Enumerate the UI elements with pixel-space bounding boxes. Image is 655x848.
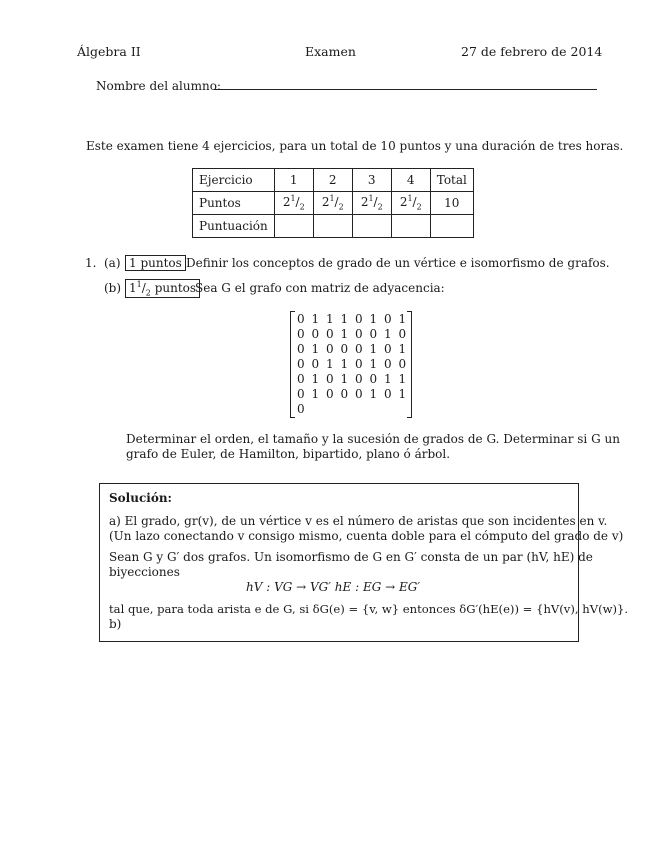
part-a-text: Definir los conceptos de grado de un vértice e isomorfismo de grafos. (186, 256, 610, 270)
matrix-cell: 1 (384, 327, 392, 341)
part-a-points-box: 1 puntos (125, 255, 186, 271)
matrix-cell: 1 (369, 342, 378, 356)
matrix-cell: 0 (355, 387, 363, 401)
score-table-score-row (193, 215, 474, 238)
part-b-text: Sea G el grafo con matriz de adyacencia: (195, 281, 445, 295)
matrix-cell: 1 (369, 357, 378, 371)
matrix-cell: 0 (326, 327, 334, 341)
table-header: 1 (274, 169, 313, 192)
matrix-cell: 1 (340, 312, 349, 326)
score-cell[interactable] (313, 215, 352, 238)
matrix-cell: 0 (384, 312, 392, 326)
solution-box (99, 483, 629, 642)
matrix-cell: 0 (355, 372, 363, 386)
course-name: Álgebra II (77, 44, 141, 59)
student-name-field[interactable] (214, 89, 597, 90)
part-b-question-line1: Determinar el orden, el tamaño y la sucesión de grados de G. Determinar si G un (126, 432, 620, 446)
solution-a-line2: (Un lazo conectando v consigo mismo, cuenta doble para el cómputo del grado de v) (109, 529, 624, 543)
solution-formula: hV : VG → VG′ hE : EG → EG′ (246, 580, 421, 594)
matrix-cell: 0 (311, 327, 320, 341)
part-b-label: (b) (104, 281, 122, 295)
solution-title: Solución: (109, 491, 172, 505)
matrix-cell: 0 (355, 342, 363, 356)
matrix-cell: 1 (398, 342, 407, 356)
matrix-cell: 0 (297, 372, 305, 386)
matrix-cell: 0 (297, 387, 305, 401)
matrix-cell: 1 (398, 312, 407, 326)
exercise-number: 1. (85, 256, 97, 270)
table-header: 3 (352, 169, 391, 192)
matrix-cell: 0 (384, 342, 392, 356)
matrix-cell: 0 (355, 312, 363, 326)
matrix-cell: 1 (311, 387, 320, 401)
matrix-cell: 0 (340, 387, 349, 401)
matrix-cell: 0 (398, 327, 407, 341)
matrix-cell: 1 (311, 312, 320, 326)
matrix-cell: 1 (398, 372, 407, 386)
exam-title: Examen (305, 44, 356, 59)
matrix-cell: 1 (398, 387, 407, 401)
matrix-cell: 0 (384, 357, 392, 371)
score-cell[interactable] (352, 215, 391, 238)
score-table-points-row (193, 192, 474, 215)
points-cell: $2^1/_2$ (352, 192, 391, 215)
matrix-cell: 1 (369, 312, 378, 326)
matrix-cell: 1 (311, 342, 320, 356)
points-label: Puntos (193, 192, 275, 215)
table-header: Ejercicio (193, 169, 275, 192)
matrix-cell: 0 (326, 387, 334, 401)
matrix-cell: 0 (311, 357, 320, 371)
solution-b-label: b) (109, 617, 122, 631)
matrix-cell: 0 (355, 357, 363, 371)
matrix-cell: 0 (384, 387, 392, 401)
exam-date: 27 de febrero de 2014 (461, 44, 603, 59)
part-b-question-line2: grafo de Euler, de Hamilton, bipartido, plano ó árbol. (126, 447, 451, 461)
score-table-header-row (193, 169, 474, 192)
score-table (192, 168, 474, 238)
matrix-cell: 0 (297, 342, 305, 356)
matrix-cell: 0 (355, 327, 363, 341)
solution-iso-line1: Sean G y G′ dos grafos. Un isomorfismo de G en G′ consta de un par (hV, hE) de (109, 550, 593, 564)
matrix-cell: 1 (384, 372, 392, 386)
score-cell[interactable] (430, 215, 473, 238)
table-header: Total (430, 169, 473, 192)
matrix-cell: 0 (297, 402, 305, 416)
adjacency-matrix (290, 311, 412, 418)
table-header: 2 (313, 169, 352, 192)
matrix-left-bracket (290, 311, 295, 418)
points-cell: $2^1/_2$ (391, 192, 430, 215)
matrix-cell: 0 (297, 357, 305, 371)
matrix-cell: 1 (326, 357, 334, 371)
score-cell[interactable] (274, 215, 313, 238)
matrix-cell: 0 (297, 327, 305, 341)
points-cell: $2^1/_2$ (313, 192, 352, 215)
matrix-cell: 1 (340, 357, 349, 371)
matrix-cell: 0 (326, 342, 334, 356)
student-name-label: Nombre del alumno: (96, 79, 221, 93)
solution-iso-line3: tal que, para toda arista e de G, si δG(e) = {v, w} entonces δG′(hE(e)) = {hV(v), hV(w)}. (109, 602, 629, 616)
score-label: Puntuación (193, 215, 275, 238)
matrix-cell: 0 (297, 312, 305, 326)
matrix-cell: 0 (326, 372, 334, 386)
matrix-cell: 0 (398, 357, 407, 371)
part-a-label: (a) (104, 256, 121, 270)
points-cell: $2^1/_2$ (274, 192, 313, 215)
matrix-cell: 0 (340, 342, 349, 356)
matrix-cell: 1 (340, 372, 349, 386)
matrix-grid (297, 312, 413, 417)
exam-intro: Este examen tiene 4 ejercicios, para un total de 10 puntos y una duración de tres horas. (86, 139, 624, 153)
matrix-cell: 0 (369, 372, 378, 386)
matrix-cell: 0 (369, 327, 378, 341)
matrix-cell: 1 (340, 327, 349, 341)
part-b-points-box: $1^1/_2$ puntos (125, 279, 200, 298)
matrix-cell: 1 (369, 387, 378, 401)
solution-a-line1: a) El grado, gr(v), de un vértice v es el número de aristas que son incidentes en v. (109, 514, 608, 528)
table-header: 4 (391, 169, 430, 192)
matrix-cell: 1 (311, 372, 320, 386)
score-cell[interactable] (391, 215, 430, 238)
solution-iso-line2: biyecciones (109, 565, 180, 579)
points-total: 10 (430, 192, 473, 215)
matrix-cell: 1 (326, 312, 334, 326)
